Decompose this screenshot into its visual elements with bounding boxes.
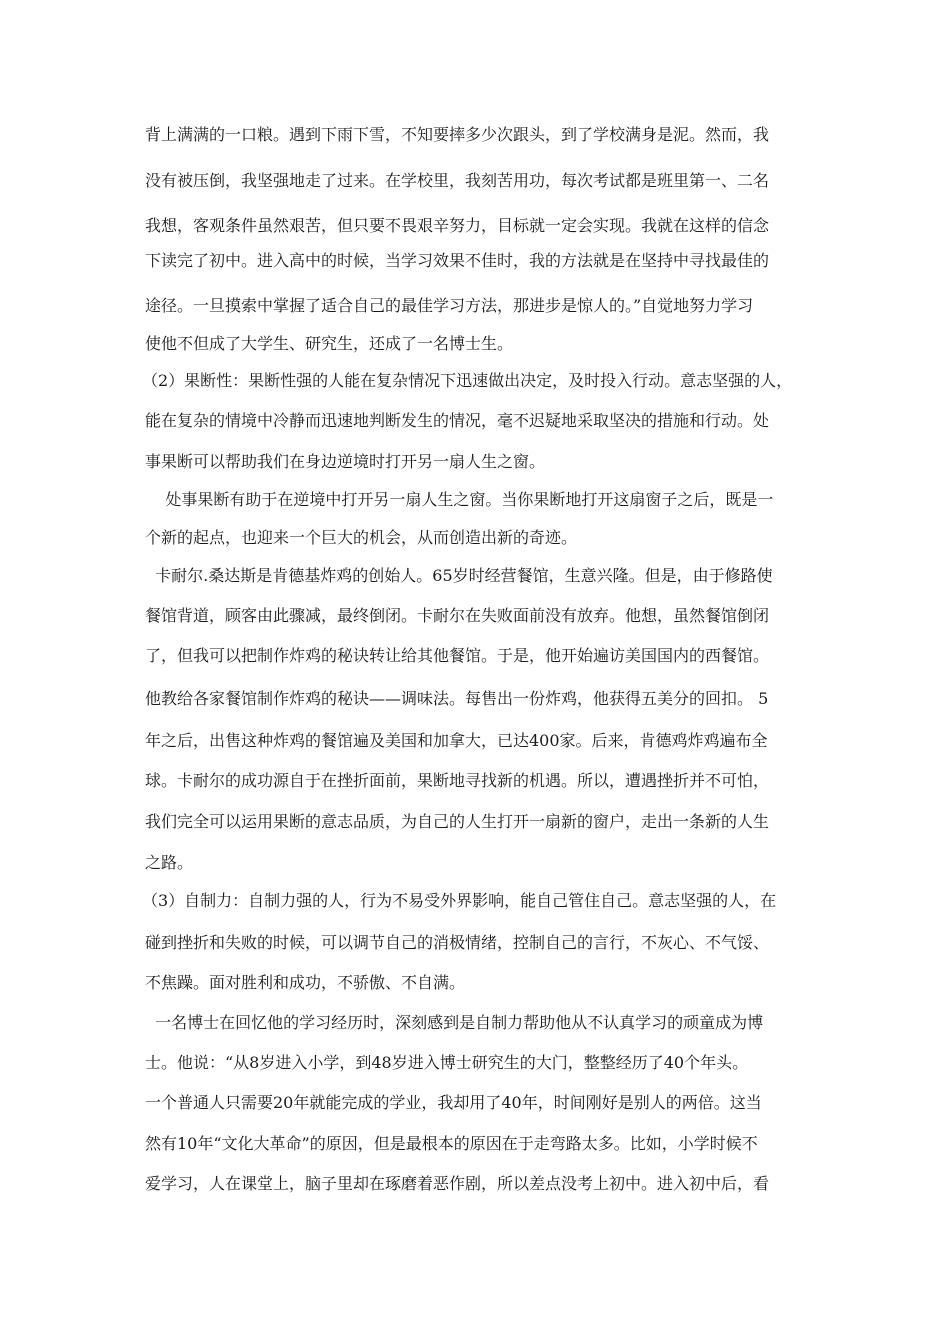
text-line: 之路。 [145,853,194,872]
text-line: 我们完全可以运用果断的意志品质，为自己的人生打开一扇新的窗户，走出一条新的人生 [145,812,770,831]
text-line: 途径。一旦摸索中掌握了适合自己的最佳学习方法，那进步是惊人的。”自觉地努力学习 [145,296,754,315]
text-line: 然有10年“文化大革命”的原因，但是最根本的原因在于走弯路太多。比如，小学时候不 [145,1134,758,1153]
text-line: 碰到挫折和失败的时候，可以调节自己的消极情绪，控制自己的言行，不灰心、不气馁、 [145,933,770,952]
text-line: 没有被压倒，我坚强地走了过来。在学校里，我刻苦用功，每次考试都是班里第一、二名 [145,171,770,190]
text-line: 餐馆背道，顾客由此骤减，最终倒闭。卡耐尔在失败面前没有放弃。他想，虽然餐馆倒闭 [145,606,770,625]
text-line: 了，但我可以把制作炸鸡的秘诀转让给其他餐馆。于是，他开始遍访美国国内的西餐馆。 [145,646,770,665]
text-line: 一个普通人只需要20年就能完成的学业，我却用了40年，时间刚好是别人的两倍。这当 [145,1093,762,1112]
text-line: 我想，客观条件虽然艰苦，但只要不畏艰辛努力，目标就一定会实现。我就在这样的信念 [145,216,770,235]
text-line: 下读完了初中。进入高中的时候，当学习效果不佳时，我的方法就是在坚持中寻找最佳的 [145,251,770,270]
text-line: 能在复杂的情境中冷静而迅速地判断发生的情况，毫不迟疑地采取坚决的措施和行动。处 [145,411,770,430]
text-line: 一名博士在回忆他的学习经历时，深刻感到是自制力帮助他从不认真学习的顽童成为博 [145,1013,764,1032]
text-line: 球。卡耐尔的成功源自于在挫折面前，果断地寻找新的机遇。所以，遭遇挫折并不可怕， [145,771,770,790]
text-line: 卡耐尔.桑达斯是肯德基炸鸡的创始人。65岁时经营餐馆，生意兴隆。但是，由于修路使 [145,566,773,585]
text-line: 事果断可以帮助我们在身边逆境时打开另一扇人生之窗。 [145,452,546,471]
text-line: 爱学习，人在课堂上，脑子里却在琢磨着恶作剧，所以差点没考上初中。进入初中后，看 [145,1174,770,1193]
text-line: 个新的起点，也迎来一个巨大的机会，从而创造出新的奇迹。 [145,528,578,547]
text-line: 处事果断有助于在逆境中打开另一扇人生之窗。当你果断地打开这扇窗子之后，既是一 [145,490,774,509]
text-line: 士。他说：“从8岁进入小学，到48岁进入博士研究生的大门，整整经历了40个年头。 [145,1053,749,1072]
text-line: 不焦躁。面对胜利和成功，不骄傲、不自满。 [145,973,466,992]
text-line: （3）自制力：自制力强的人，行为不易受外界影响，能自己管住自己。意志坚强的人，在 [142,891,777,910]
text-line: （2）果断性：果断性强的人能在复杂情况下迅速做出决定，及时投入行动。意志坚强的人， [142,371,793,390]
text-line: 年之后，出售这种炸鸡的餐馆遍及美国和加拿大，已达400家。后来，肯德鸡炸鸡遍布全 [145,731,768,750]
text-line: 背上满满的一口粮。遇到下雨下雪，不知要摔多少次跟头，到了学校满身是泥。然而，我 [145,125,770,144]
text-line: 他教给各家餐馆制作炸鸡的秘诀——调味法。每售出一份炸鸡，他获得五美分的回扣。 5 [145,689,769,708]
text-line: 使他不但成了大学生、研究生，还成了一名博士生。 [145,334,514,353]
